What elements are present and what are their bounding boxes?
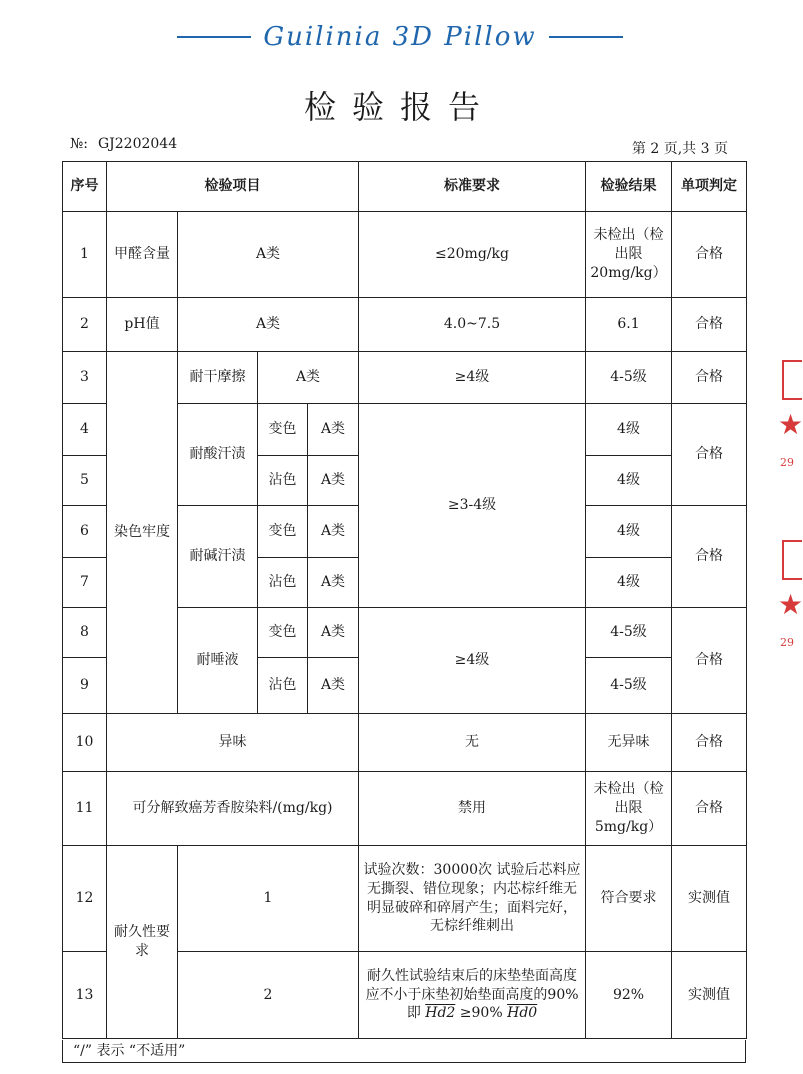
row-subitem: 变色 <box>258 506 308 558</box>
stamp-number: 29 <box>780 636 794 649</box>
row-item: pH值 <box>107 298 178 352</box>
document-number-label: №: <box>70 136 88 152</box>
row-class: A类 <box>308 558 359 608</box>
header-item: 检验项目 <box>107 162 359 212</box>
row-verdict: 实测值 <box>672 952 747 1039</box>
row-class: A类 <box>308 608 359 658</box>
formula-hd2: Hd2 <box>425 1005 456 1022</box>
row-no: 7 <box>63 558 107 608</box>
requirement-text: 耐久性试验结束后的床垫垫面高度应不小于床垫初始垫面高度的90% 即 <box>365 967 579 1022</box>
row-verdict: 合格 <box>672 608 747 714</box>
row-verdict: 合格 <box>672 352 747 404</box>
row-subitem: 变色 <box>258 608 308 658</box>
row-result: 无异味 <box>586 714 672 772</box>
inspection-table <box>62 161 747 1039</box>
footnote: “/” 表示 “不适用” <box>62 1040 746 1063</box>
row-requirement: 禁用 <box>359 772 586 846</box>
group-color-fastness: 染色牢度 <box>107 352 178 714</box>
row-verdict: 合格 <box>672 404 747 506</box>
row-result: 未检出（检出限5mg/kg） <box>586 772 672 846</box>
row-result: 4-5级 <box>586 658 672 714</box>
table-row <box>63 846 747 952</box>
row-subitem: 1 <box>178 846 359 952</box>
row-class: A类 <box>178 298 359 352</box>
row-verdict: 合格 <box>672 772 747 846</box>
row-requirement: ≥4级 <box>359 608 586 714</box>
row-subitem: 沾色 <box>258 658 308 714</box>
row-requirement: ≥4级 <box>359 352 586 404</box>
star-icon: ★ <box>778 588 803 621</box>
row-result: 4级 <box>586 404 672 456</box>
row-requirement: ≤20mg/kg <box>359 212 586 298</box>
formula-ge: ≥90% <box>459 1005 503 1022</box>
page-info: 第 2 页,共 3 页 <box>631 141 728 157</box>
stamp-number: 29 <box>780 456 794 469</box>
row-no: 2 <box>63 298 107 352</box>
row-verdict: 合格 <box>672 212 747 298</box>
header-requirement: 标准要求 <box>359 162 586 212</box>
group-durability: 耐久性要求 <box>107 846 178 1039</box>
row-item: 甲醛含量 <box>107 212 178 298</box>
row-requirement: 4.0~7.5 <box>359 298 586 352</box>
row-result: 4级 <box>586 456 672 506</box>
row-item: 耐干摩擦 <box>178 352 258 404</box>
row-result: 4-5级 <box>586 608 672 658</box>
row-no: 8 <box>63 608 107 658</box>
row-subitem: 2 <box>178 952 359 1039</box>
brand-name: Guilinia 3D Pillow <box>263 22 537 52</box>
document-number <box>70 136 177 152</box>
row-class: A类 <box>258 352 359 404</box>
row-result: 4级 <box>586 558 672 608</box>
row-requirement: 无 <box>359 714 586 772</box>
red-stamp-top <box>776 360 803 510</box>
row-result: 符合要求 <box>586 846 672 952</box>
row-class: A类 <box>308 404 359 456</box>
row-item: 耐碱汗渍 <box>178 506 258 608</box>
report-title: 检验报告 <box>303 88 496 126</box>
row-no: 11 <box>63 772 107 846</box>
table-row <box>63 352 747 404</box>
row-verdict: 合格 <box>672 298 747 352</box>
brand-banner <box>0 22 800 52</box>
row-result: 未检出（检出限20mg/kg） <box>586 212 672 298</box>
star-icon: ★ <box>778 408 803 441</box>
row-requirement: ≥3-4级 <box>359 404 586 608</box>
row-item: 耐唾液 <box>178 608 258 714</box>
table-header-row <box>63 162 747 212</box>
header-verdict: 单项判定 <box>672 162 747 212</box>
stamp-frame <box>782 540 802 580</box>
row-verdict: 合格 <box>672 506 747 608</box>
row-requirement <box>359 952 586 1039</box>
red-stamp-bottom <box>776 540 803 690</box>
row-result: 4级 <box>586 506 672 558</box>
row-subitem: 沾色 <box>258 558 308 608</box>
table-row <box>63 212 747 298</box>
row-item: 可分解致癌芳香胺染料/(mg/kg) <box>107 772 359 846</box>
document-number-value: GJ2202044 <box>97 136 178 152</box>
table-row <box>63 714 747 772</box>
row-no: 12 <box>63 846 107 952</box>
row-verdict: 合格 <box>672 714 747 772</box>
table-row <box>63 298 747 352</box>
row-class: A类 <box>178 212 359 298</box>
brand-rule-right <box>549 36 623 38</box>
row-subitem: 变色 <box>258 404 308 456</box>
row-no: 4 <box>63 404 107 456</box>
row-no: 13 <box>63 952 107 1039</box>
table-row <box>63 772 747 846</box>
row-result: 92% <box>586 952 672 1039</box>
row-class: A类 <box>308 456 359 506</box>
row-class: A类 <box>308 658 359 714</box>
row-verdict: 实测值 <box>672 846 747 952</box>
stamp-frame <box>782 360 802 400</box>
row-no: 6 <box>63 506 107 558</box>
row-result: 4-5级 <box>586 352 672 404</box>
row-item: 耐酸汗渍 <box>178 404 258 506</box>
row-no: 1 <box>63 212 107 298</box>
header-no: 序号 <box>63 162 107 212</box>
row-no: 9 <box>63 658 107 714</box>
formula-hd0: Hd0 <box>507 1005 538 1022</box>
row-result: 6.1 <box>586 298 672 352</box>
header-result: 检验结果 <box>586 162 672 212</box>
row-requirement: 试验次数：30000次 试验后芯料应无撕裂、错位现象；内芯棕纤维无明显破碎和碎屑产生；面料完好，无棕纤维刺出 <box>359 846 586 952</box>
row-no: 10 <box>63 714 107 772</box>
row-item: 异味 <box>107 714 359 772</box>
row-no: 3 <box>63 352 107 404</box>
brand-rule-left <box>177 36 251 38</box>
row-subitem: 沾色 <box>258 456 308 506</box>
row-class: A类 <box>308 506 359 558</box>
row-no: 5 <box>63 456 107 506</box>
